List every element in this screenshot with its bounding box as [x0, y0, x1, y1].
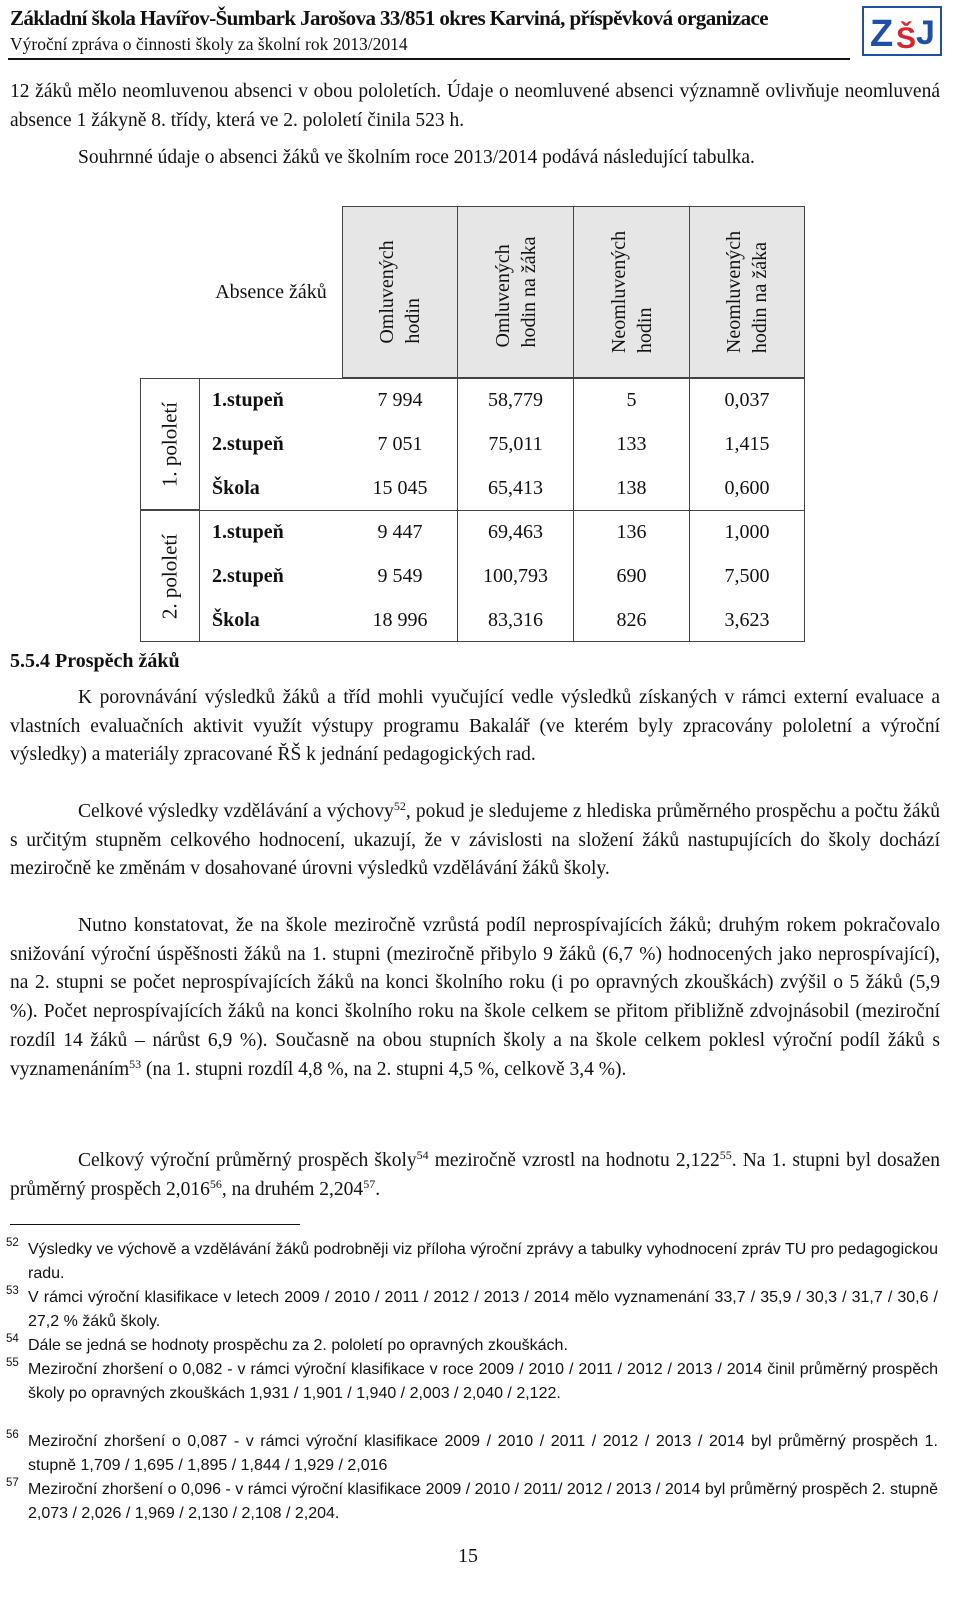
- table-cell: 15 045: [372, 477, 428, 499]
- table-cell: 7 994: [377, 389, 423, 411]
- absence-table: [140, 206, 805, 646]
- footnote-number: 54: [6, 1333, 19, 1345]
- row-label: 1.stupeň: [212, 521, 284, 543]
- section-paragraph-4: Celkový výroční průměrný prospěch školy$^{54}$ meziročně vzrostl na hodnotu 2,122$^{55}$. Na 1. stupni byl dosažen průměrný prospěch 2,016$^{56}$, na druhém 2,204$^{57}$.: [10, 1148, 940, 1200]
- column-header-label: Omluvených hodin na žáka: [491, 236, 540, 348]
- section-paragraph-3: Nutno konstatovat, že na škole meziročně vzrůstá podíl neprospívajících žáků; druhým rokem pokračovalo snižování výroční úspěšnosti žáků na 1. stupni (meziročně přibylo 9 žáků (6,7 %) hodnocených jako neprospívající), na 2. stupni se počet neprospívajících žáků na konci školního roku (i po opravných zkouškách) zvýšil o 5 žáků (5,9 %). Počet neprospívajících žáků na konci školního roku na škole celkem se přitom přibližně zdvojnásobil (meziroční rozdíl 14 žáků – nárůst 6,9 %). Současně na obou stupních školy a na škole celkem poklesl výroční podíl žáků s vyznamenáním$^{53}$ (na 1. stupni rozdíl 4,8 %, na 2. stupni 4,5 %, celkově 3,4 %).: [10, 915, 940, 1080]
- table-cell: 136: [616, 521, 647, 543]
- section-paragraph-2: Celkové výsledky vzdělávání a výchovy$^{52}$, pokud je sledujeme z hlediska průměrného prospěchu a počtu žáků s určitým stupněm celkového hodnocení, ukazují, že v závislosti na složení žáků nastupujících do školy dochází meziročně ke změnám v dosahované úrovni výsledků vzdělávání žáků školy.: [10, 799, 940, 880]
- row-label: Škola: [212, 609, 260, 631]
- table-cell: 65,413: [488, 477, 543, 499]
- intro-paragraph-2: Souhrnné údaje o absenci žáků ve školním roce 2013/2014 podává následující tabulka.: [78, 147, 755, 168]
- table-cell: 0,600: [724, 477, 770, 499]
- footnote: 52 Výsledky ve výchově a vzdělávání žáků podrobněji viz příloha výroční zprávy a tabulky vyhodnocení zpráv TU pro pedagogickou radu.: [10, 1238, 938, 1285]
- column-header: [573, 206, 690, 378]
- row-label: 2.stupeň: [212, 565, 284, 587]
- semester-label: 1. pololetí: [157, 401, 182, 488]
- footnote-number: 57: [6, 1477, 19, 1489]
- footnote-ref: 55: [719, 1148, 732, 1162]
- footnote: 55 Meziroční zhoršení o 0,082 - v rámci výroční klasifikace v roce 2009 / 2010 / 2011 / 2012 / 2013 / 2014 činil průměrný prospěch školy po opravných zkouškách 1,931 / 1,901 / 1,940 / 2,003 / 2,040 / 2,122.: [10, 1358, 938, 1405]
- footnote-ref: 54: [416, 1148, 429, 1162]
- table-cell: 100,793: [483, 565, 548, 587]
- table-cell: 7,500: [724, 565, 770, 587]
- footnote: 54 Dále se jedná se hodnoty prospěchu za 2. pololetí po opravných zkouškách.: [10, 1334, 938, 1358]
- header-divider: [8, 58, 850, 60]
- row-label: 2.stupeň: [212, 433, 284, 455]
- header-report-title: Výroční zpráva o činnosti školy za školní rok 2013/2014: [10, 34, 408, 54]
- svg-text:Š: Š: [896, 22, 917, 55]
- table-cell: 7 051: [377, 433, 423, 455]
- table-cell: 18 996: [372, 609, 428, 631]
- section-heading: 5.5.4 Prospěch žáků: [10, 650, 180, 672]
- semester-label: 2. pololetí: [157, 533, 182, 620]
- footnote-ref: 56: [209, 1176, 222, 1191]
- school-logo: [862, 6, 942, 56]
- table-cell: 75,011: [488, 433, 543, 455]
- footnote-number: 56: [6, 1429, 19, 1441]
- page-number: 15: [458, 1545, 478, 1567]
- table-cell: 9 447: [377, 521, 423, 543]
- column-header-label: Omluvených hodin: [376, 240, 424, 344]
- footnote-ref: 53: [129, 1056, 142, 1071]
- column-header: [457, 206, 574, 378]
- table-cell: 69,463: [488, 521, 543, 543]
- table-cell: 826: [616, 609, 647, 631]
- table-cell: 9 549: [377, 565, 423, 587]
- table-cell: 133: [616, 433, 647, 455]
- column-header: [689, 206, 805, 378]
- table-cell: 1,415: [724, 433, 770, 455]
- table-cell: 5: [626, 389, 637, 411]
- footnote: 57 Meziroční zhoršení o 0,096 - v rámci výroční klasifikace 2009 / 2010 / 2011/ 2012 / 2013 / 2014 byl průměrný prospěch 2. stupně 2,073 / 2,026 / 1,969 / 2,130 / 2,108 / 2,204.: [10, 1478, 938, 1525]
- footnote-ref: 52: [393, 799, 406, 813]
- footnote-ref: 57: [363, 1176, 376, 1191]
- footnote-number: 55: [6, 1357, 19, 1369]
- table-cell: 58,779: [488, 389, 543, 411]
- row-label: 1.stupeň: [212, 389, 284, 411]
- table-corner-header: Absence žáků: [215, 280, 327, 303]
- table-cell: 690: [616, 565, 647, 587]
- column-header: [342, 206, 458, 378]
- column-header-label: Neomluvených hodin: [607, 230, 656, 354]
- footnote-number: 52: [6, 1237, 19, 1249]
- svg-text:J: J: [916, 14, 935, 52]
- footnote-divider: [10, 1224, 300, 1225]
- table-cell: 138: [616, 477, 647, 499]
- column-header-label: Neomluvených hodin na žáka: [723, 230, 771, 354]
- row-label: Škola: [212, 477, 260, 499]
- table-cell: 3,623: [724, 609, 770, 631]
- footnote: 53 V rámci výroční klasifikace v letech 2009 / 2010 / 2011 / 2012 / 2013 / 2014 mělo vyznamenání 33,7 / 35,9 / 30,3 / 31,7 / 30,6 / 27,2 % žáků školy.: [10, 1286, 938, 1333]
- footnote: 56 Meziroční zhoršení o 0,087 - v rámci výroční klasifikace 2009 / 2010 / 2011 / 2012 / 2013 / 2014 byl průměrný prospěch 1. stupně 1,709 / 1,695 / 1,895 / 1,844 / 1,929 / 2,016: [10, 1430, 938, 1477]
- intro-paragraph-1: 12 žáků mělo neomluvenou absenci v obou pololetích. Údaje o neomluvené absenci významně ovlivňuje neomluvená absence 1 žákyně 8. třídy, která ve 2. pololetí činila 523 h.: [10, 81, 940, 131]
- table-cell: 1,000: [724, 521, 770, 543]
- svg-text:Z: Z: [870, 13, 894, 55]
- header-school-name: Základní škola Havířov-Šumbark Jarošova 33/851 okres Karviná, příspěvková organizace: [10, 6, 768, 30]
- footnote-number: 53: [6, 1285, 19, 1297]
- section-paragraph-1: K porovnávání výsledků žáků a tříd mohli vyučující vedle výsledků získaných v rámci externí evaluace a vlastních evaluačních aktivit využít výstupy programu Bakalář (ve kterém byly zpracovány pololetní a výroční výsledky) a materiály zpracované ŘŠ k jednání pedagogických rad.: [10, 687, 940, 766]
- table-cell: 0,037: [724, 389, 770, 411]
- table-cell: 83,316: [488, 609, 543, 631]
